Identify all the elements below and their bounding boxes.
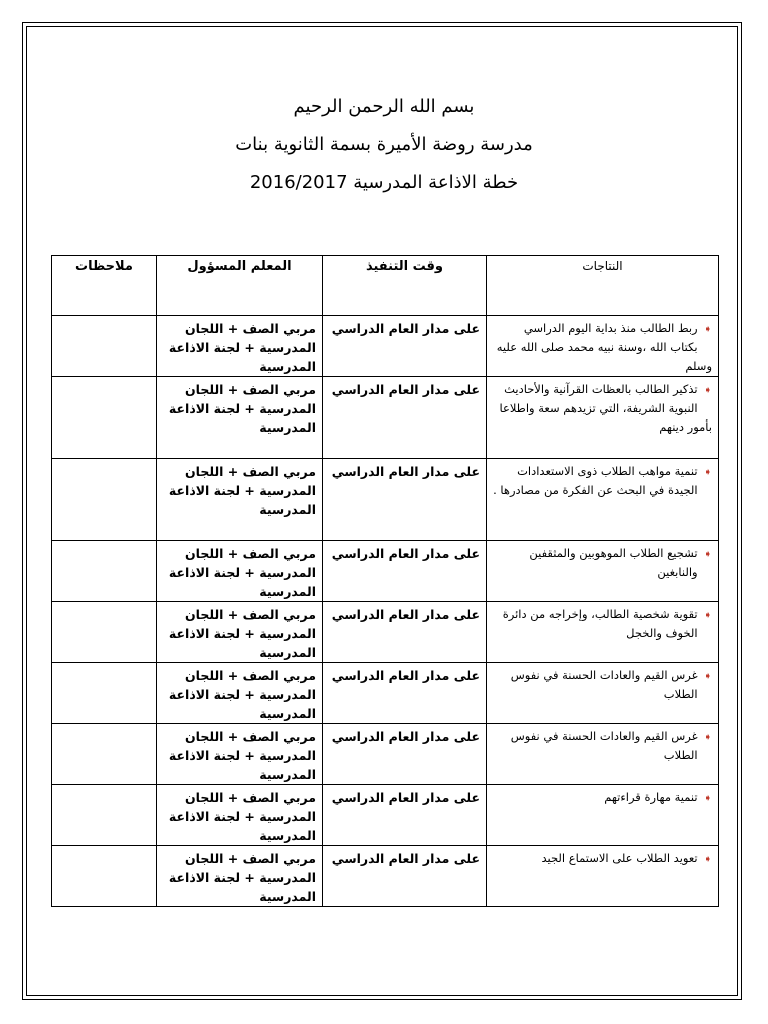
teacher-cell: مربي الصف + اللجان المدرسية + لجنة الاذاعة المدرسية bbox=[157, 785, 323, 846]
result-text: تقوية شخصية الطالب، وإخراجه من دائرة الخوف والخجل bbox=[502, 607, 698, 640]
result-text: ربط الطالب منذ بداية اليوم الدراسي بكتاب الله ،وسنة نبيه محمد صلى الله عليه وسلم bbox=[496, 321, 712, 373]
result-cell bbox=[487, 663, 719, 724]
arrow-bullet-icon: ➧ bbox=[703, 854, 712, 865]
table-row bbox=[52, 846, 719, 907]
header-teacher: المعلم المسؤول bbox=[157, 256, 323, 316]
arrow-bullet-icon: ➧ bbox=[703, 385, 712, 396]
time-cell: على مدار العام الدراسي bbox=[323, 541, 487, 602]
result-cell bbox=[487, 846, 719, 907]
document-header bbox=[0, 88, 768, 202]
notes-cell bbox=[52, 785, 157, 846]
result-text: غرس القيم والعادات الحسنة في نفوس الطلاب bbox=[510, 729, 698, 762]
table-row bbox=[52, 377, 719, 459]
notes-cell bbox=[52, 541, 157, 602]
arrow-bullet-icon: ➧ bbox=[703, 324, 712, 335]
result-cell bbox=[487, 724, 719, 785]
result-cell bbox=[487, 459, 719, 541]
table-body bbox=[52, 316, 719, 907]
time-cell: على مدار العام الدراسي bbox=[323, 846, 487, 907]
basmala-heading: بسم الله الرحمن الرحيم bbox=[293, 96, 475, 117]
arrow-bullet-icon: ➧ bbox=[703, 549, 712, 560]
table-row bbox=[52, 602, 719, 663]
result-cell bbox=[487, 785, 719, 846]
notes-cell bbox=[52, 459, 157, 541]
table-row bbox=[52, 316, 719, 377]
teacher-cell: مربي الصف + اللجان المدرسية + لجنة الاذاعة المدرسية bbox=[157, 541, 323, 602]
result-cell bbox=[487, 377, 719, 459]
teacher-cell: مربي الصف + اللجان المدرسية + لجنة الاذاعة المدرسية bbox=[157, 663, 323, 724]
table-header-row bbox=[52, 256, 719, 316]
school-name-heading: مدرسة روضة الأميرة بسمة الثانوية بنات bbox=[235, 134, 533, 155]
time-cell: على مدار العام الدراسي bbox=[323, 377, 487, 459]
notes-cell bbox=[52, 316, 157, 377]
time-cell: على مدار العام الدراسي bbox=[323, 724, 487, 785]
result-text: تشجيع الطلاب الموهوبين والمثقفين والنابغين bbox=[529, 546, 698, 579]
result-text: غرس القيم والعادات الحسنة في نفوس الطلاب bbox=[510, 668, 698, 701]
table-row bbox=[52, 724, 719, 785]
arrow-bullet-icon: ➧ bbox=[703, 610, 712, 621]
teacher-cell: مربي الصف + اللجان المدرسية + لجنة الاذاعة المدرسية bbox=[157, 846, 323, 907]
notes-cell bbox=[52, 602, 157, 663]
result-text: تذكير الطالب بالعظات القرآنية والأحاديث النبوية الشريفة، التي تزيدهم سعة واطلاعا بأمور دينهم bbox=[499, 382, 712, 434]
table-row bbox=[52, 663, 719, 724]
time-cell: على مدار العام الدراسي bbox=[323, 316, 487, 377]
arrow-bullet-icon: ➧ bbox=[703, 732, 712, 743]
time-cell: على مدار العام الدراسي bbox=[323, 663, 487, 724]
teacher-cell: مربي الصف + اللجان المدرسية + لجنة الاذاعة المدرسية bbox=[157, 377, 323, 459]
teacher-cell: مربي الصف + اللجان المدرسية + لجنة الاذاعة المدرسية bbox=[157, 602, 323, 663]
table-row bbox=[52, 541, 719, 602]
result-text: تنمية مهارة قراءتهم bbox=[604, 790, 698, 804]
result-cell bbox=[487, 541, 719, 602]
plan-title-heading: خطة الاذاعة المدرسية 2016/2017 bbox=[249, 172, 519, 193]
time-cell: على مدار العام الدراسي bbox=[323, 459, 487, 541]
notes-cell bbox=[52, 663, 157, 724]
notes-cell bbox=[52, 846, 157, 907]
arrow-bullet-icon: ➧ bbox=[703, 467, 712, 478]
arrow-bullet-icon: ➧ bbox=[703, 671, 712, 682]
arrow-bullet-icon: ➧ bbox=[703, 793, 712, 804]
broadcast-plan-table bbox=[51, 255, 719, 907]
teacher-cell: مربي الصف + اللجان المدرسية + لجنة الاذاعة المدرسية bbox=[157, 724, 323, 785]
teacher-cell: مربي الصف + اللجان المدرسية + لجنة الاذاعة المدرسية bbox=[157, 316, 323, 377]
result-cell bbox=[487, 602, 719, 663]
teacher-cell: مربي الصف + اللجان المدرسية + لجنة الاذاعة المدرسية bbox=[157, 459, 323, 541]
notes-cell bbox=[52, 724, 157, 785]
result-cell bbox=[487, 316, 719, 377]
header-results: النتاجات bbox=[487, 256, 719, 316]
result-text: تعويد الطلاب على الاستماع الجيد bbox=[541, 851, 698, 865]
table-row bbox=[52, 459, 719, 541]
time-cell: على مدار العام الدراسي bbox=[323, 785, 487, 846]
header-notes: ملاحظات bbox=[52, 256, 157, 316]
time-cell: على مدار العام الدراسي bbox=[323, 602, 487, 663]
result-text: تنمية مواهب الطلاب ذوى الاستعدادات الجيدة في البحث عن الفكرة من مصادرها . bbox=[493, 464, 698, 497]
table-row bbox=[52, 785, 719, 846]
header-time: وقت التنفيذ bbox=[323, 256, 487, 316]
notes-cell bbox=[52, 377, 157, 459]
